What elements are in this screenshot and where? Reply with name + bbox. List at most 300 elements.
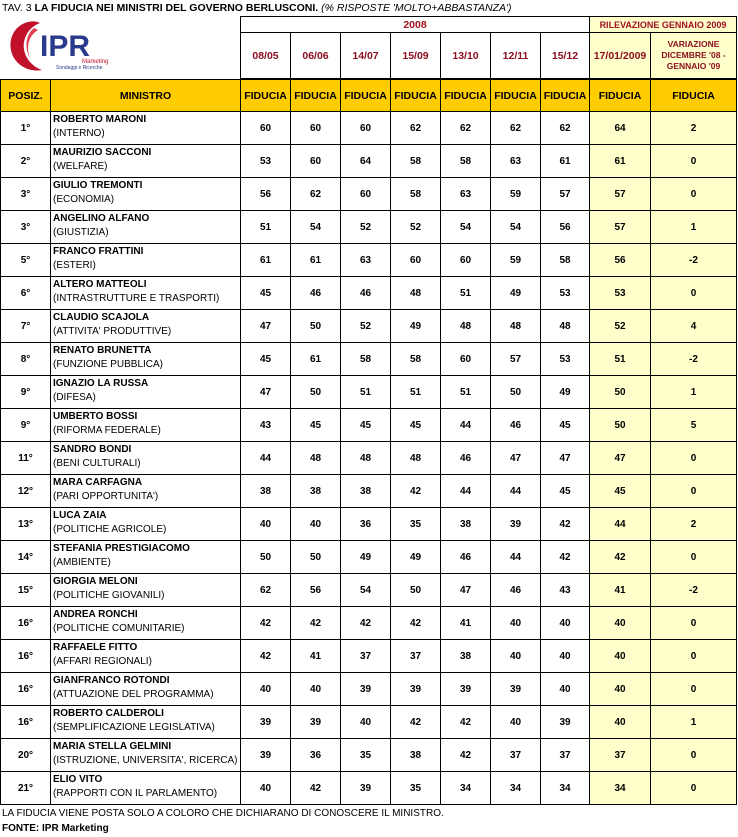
position-cell: 21° [1, 772, 51, 805]
minister-name: ROBERTO MARONI [53, 114, 147, 125]
ministry-name: (WELFARE) [53, 161, 108, 172]
table-row [1, 475, 737, 508]
minister-cell [51, 211, 241, 244]
fiducia-value: 39 [541, 706, 590, 739]
position-cell: 14° [1, 541, 51, 574]
fiducia-value: 42 [391, 607, 441, 640]
fiducia-value: 61 [241, 244, 291, 277]
fiducia-value: 45 [391, 409, 441, 442]
fiducia-value: 42 [391, 475, 441, 508]
fiducia-value: 62 [291, 178, 341, 211]
table-row [1, 673, 737, 706]
fiducia-value: 60 [341, 178, 391, 211]
col-fiducia: FIDUCIA [341, 80, 391, 112]
fiducia-value: 35 [341, 739, 391, 772]
fiducia-value: 47 [491, 442, 541, 475]
minister-cell [51, 178, 241, 211]
fiducia-value: 56 [291, 574, 341, 607]
table-title [2, 2, 512, 14]
fiducia-value: 37 [341, 640, 391, 673]
fiducia-value: 48 [391, 277, 441, 310]
position-cell: 16° [1, 673, 51, 706]
variation-value: 0 [651, 145, 737, 178]
fiducia-value: 42 [441, 739, 491, 772]
minister-cell [51, 376, 241, 409]
fiducia-value: 47 [241, 376, 291, 409]
fiducia-value: 39 [391, 673, 441, 706]
date-header: 15/09 [391, 33, 441, 79]
fiducia-value: 47 [241, 310, 291, 343]
position-cell: 16° [1, 607, 51, 640]
fiducia-value: 35 [391, 508, 441, 541]
fiducia-value: 40 [241, 508, 291, 541]
position-cell: 5° [1, 244, 51, 277]
position-cell: 7° [1, 310, 51, 343]
ministry-name: (INTERNO) [53, 128, 105, 139]
variation-value: 0 [651, 607, 737, 640]
fiducia-value: 44 [491, 475, 541, 508]
minister-name: ANDREA RONCHI [53, 609, 138, 620]
fiducia-value: 60 [441, 343, 491, 376]
fiducia-value: 39 [241, 706, 291, 739]
fiducia-value: 42 [391, 706, 441, 739]
current-fiducia-value: 50 [590, 376, 651, 409]
variation-value: 2 [651, 508, 737, 541]
fiducia-value: 41 [441, 607, 491, 640]
position-cell: 3° [1, 178, 51, 211]
fiducia-value: 40 [491, 640, 541, 673]
variation-value: 1 [651, 376, 737, 409]
col-fiducia: FIDUCIA [441, 80, 491, 112]
fiducia-value: 61 [541, 145, 590, 178]
variation-value: -2 [651, 343, 737, 376]
current-fiducia-value: 56 [590, 244, 651, 277]
fiducia-value: 54 [341, 574, 391, 607]
fiducia-value: 51 [441, 376, 491, 409]
ministers-table [0, 79, 737, 805]
variation-value: 0 [651, 541, 737, 574]
fiducia-value: 43 [541, 574, 590, 607]
fiducia-value: 62 [441, 112, 491, 145]
position-cell: 9° [1, 376, 51, 409]
current-date-header: 17/01/2009 [590, 33, 651, 79]
minister-name: RENATO BRUNETTA [53, 345, 152, 356]
fiducia-value: 46 [341, 277, 391, 310]
minister-cell [51, 706, 241, 739]
fiducia-value: 41 [291, 640, 341, 673]
minister-name: ANGELINO ALFANO [53, 213, 150, 224]
fiducia-value: 53 [541, 277, 590, 310]
position-cell: 15° [1, 574, 51, 607]
minister-cell [51, 541, 241, 574]
variation-value: -2 [651, 574, 737, 607]
col-fiducia: FIDUCIA [391, 80, 441, 112]
fiducia-value: 40 [541, 640, 590, 673]
minister-cell [51, 640, 241, 673]
col-fiducia: FIDUCIA [241, 80, 291, 112]
fiducia-value: 50 [291, 310, 341, 343]
minister-name: UMBERTO BOSSI [53, 411, 138, 422]
minister-cell [51, 145, 241, 178]
ministry-name: (ATTUAZIONE DEL PROGRAMMA) [53, 689, 214, 700]
fiducia-value: 45 [241, 277, 291, 310]
ministry-name: (RIFORMA FEDERALE) [53, 425, 161, 436]
table-title-note: (% RISPOSTE 'MOLTO+ABBASTANZA') [318, 2, 512, 14]
fiducia-value: 56 [541, 211, 590, 244]
date-header: 15/12 [541, 33, 590, 79]
ministry-name: (AFFARI REGIONALI) [53, 656, 152, 667]
fiducia-value: 39 [491, 508, 541, 541]
minister-cell [51, 112, 241, 145]
footnote: LA FIDUCIA VIENE POSTA SOLO A COLORO CHE DICHIARANO DI CONOSCERE IL MINISTRO. [2, 808, 444, 819]
fiducia-value: 49 [491, 277, 541, 310]
fiducia-value: 54 [291, 211, 341, 244]
position-cell: 9° [1, 409, 51, 442]
date-header: 08/05 [241, 33, 291, 79]
table-row [1, 211, 737, 244]
table-row [1, 277, 737, 310]
minister-cell [51, 277, 241, 310]
fiducia-value: 46 [441, 442, 491, 475]
position-cell: 8° [1, 343, 51, 376]
minister-cell [51, 475, 241, 508]
table-number: TAV. 3 [2, 2, 35, 14]
current-fiducia-value: 40 [590, 706, 651, 739]
fiducia-value: 39 [241, 739, 291, 772]
date-header: 12/11 [491, 33, 541, 79]
fiducia-value: 62 [241, 574, 291, 607]
fiducia-value: 40 [291, 508, 341, 541]
table-row [1, 310, 737, 343]
variation-value: 0 [651, 772, 737, 805]
fiducia-value: 42 [241, 640, 291, 673]
fiducia-value: 53 [541, 343, 590, 376]
current-fiducia-value: 45 [590, 475, 651, 508]
fiducia-value: 42 [541, 508, 590, 541]
variation-value: 0 [651, 640, 737, 673]
fiducia-value: 45 [541, 409, 590, 442]
fiducia-value: 60 [241, 112, 291, 145]
fiducia-value: 38 [341, 475, 391, 508]
table-row [1, 244, 737, 277]
minister-name: FRANCO FRATTINI [53, 246, 144, 257]
table-row [1, 442, 737, 475]
current-fiducia-value: 47 [590, 442, 651, 475]
header-table [240, 16, 737, 79]
fiducia-value: 44 [441, 475, 491, 508]
minister-name: GIULIO TREMONTI [53, 180, 143, 191]
minister-cell [51, 772, 241, 805]
logo-sub2: Sondaggi e Ricerche [56, 65, 103, 71]
table-body [1, 112, 737, 805]
fiducia-value: 34 [491, 772, 541, 805]
fiducia-value: 46 [291, 277, 341, 310]
ministry-name: (ATTIVITA' PRODUTTIVE) [53, 326, 172, 337]
variation-value: 0 [651, 673, 737, 706]
variation-value: 0 [651, 442, 737, 475]
ministry-name: (BENI CULTURALI) [53, 458, 141, 469]
fiducia-value: 42 [341, 607, 391, 640]
date-header: 13/10 [441, 33, 491, 79]
current-fiducia-value: 57 [590, 211, 651, 244]
fiducia-value: 63 [341, 244, 391, 277]
current-fiducia-value: 41 [590, 574, 651, 607]
minister-name: IGNAZIO LA RUSSA [53, 378, 149, 389]
current-fiducia-value: 40 [590, 673, 651, 706]
variation-value: -2 [651, 244, 737, 277]
fiducia-value: 58 [441, 145, 491, 178]
fiducia-value: 50 [391, 574, 441, 607]
fiducia-value: 50 [241, 541, 291, 574]
fiducia-value: 34 [441, 772, 491, 805]
col-pos: POSIZ. [1, 80, 51, 112]
fiducia-value: 44 [441, 409, 491, 442]
table-row [1, 376, 737, 409]
position-cell: 16° [1, 640, 51, 673]
table-row [1, 772, 737, 805]
minister-cell [51, 673, 241, 706]
fiducia-value: 36 [291, 739, 341, 772]
minister-cell [51, 442, 241, 475]
fiducia-value: 38 [391, 739, 441, 772]
fiducia-value: 60 [291, 145, 341, 178]
position-cell: 11° [1, 442, 51, 475]
fiducia-value: 40 [491, 607, 541, 640]
fiducia-value: 61 [291, 244, 341, 277]
fiducia-value: 54 [491, 211, 541, 244]
fiducia-value: 42 [541, 541, 590, 574]
ministry-name: (GIUSTIZIA) [53, 227, 109, 238]
ministry-name: (FUNZIONE PUBBLICA) [53, 359, 164, 370]
col-fiducia-current: FIDUCIA [590, 80, 651, 112]
fiducia-value: 48 [541, 310, 590, 343]
minister-cell [51, 343, 241, 376]
year-header: 2008 [241, 17, 590, 33]
ministry-name: (ISTRUZIONE, UNIVERSITA', RICERCA) [53, 755, 238, 766]
fiducia-value: 38 [441, 640, 491, 673]
position-cell: 16° [1, 706, 51, 739]
fiducia-value: 42 [441, 706, 491, 739]
fiducia-value: 58 [391, 145, 441, 178]
fiducia-value: 64 [341, 145, 391, 178]
col-fiducia: FIDUCIA [541, 80, 590, 112]
col-fiducia-variation: FIDUCIA [651, 80, 737, 112]
fiducia-value: 60 [341, 112, 391, 145]
current-fiducia-value: 61 [590, 145, 651, 178]
table-row [1, 706, 737, 739]
fiducia-value: 37 [541, 739, 590, 772]
fiducia-value: 45 [291, 409, 341, 442]
table-row [1, 409, 737, 442]
variation-value: 2 [651, 112, 737, 145]
position-cell: 1° [1, 112, 51, 145]
minister-name: MAURIZIO SACCONI [53, 147, 152, 158]
fiducia-value: 39 [291, 706, 341, 739]
minister-name: LUCA ZAIA [53, 510, 107, 521]
fiducia-value: 42 [241, 607, 291, 640]
fiducia-value: 42 [291, 772, 341, 805]
date-header: 14/07 [341, 33, 391, 79]
ministry-name: (INTRASTRUTTURE E TRASPORTI) [53, 293, 220, 304]
ipr-logo [4, 18, 116, 74]
table-row [1, 541, 737, 574]
current-fiducia-value: 50 [590, 409, 651, 442]
ipr-logo-graphic [4, 18, 116, 74]
fiducia-value: 58 [541, 244, 590, 277]
fiducia-value: 40 [541, 673, 590, 706]
fiducia-value: 62 [391, 112, 441, 145]
current-fiducia-value: 51 [590, 343, 651, 376]
fiducia-value: 35 [391, 772, 441, 805]
col-fiducia: FIDUCIA [291, 80, 341, 112]
fiducia-value: 48 [491, 310, 541, 343]
minister-name: CLAUDIO SCAJOLA [53, 312, 150, 323]
fiducia-value: 48 [291, 442, 341, 475]
logo-text: IPR [40, 30, 91, 63]
fiducia-value: 40 [491, 706, 541, 739]
fiducia-value: 39 [341, 673, 391, 706]
table-row [1, 343, 737, 376]
minister-cell [51, 607, 241, 640]
table-main-title: LA FIDUCIA NEI MINISTRI DEL GOVERNO BERLUSCONI. [34, 2, 319, 14]
fiducia-value: 52 [341, 310, 391, 343]
variation-header: VARIAZIONE DICEMBRE '08 - GENNAIO '09 [651, 33, 737, 79]
col-fiducia: FIDUCIA [491, 80, 541, 112]
minister-name: GIANFRANCO ROTONDI [53, 675, 170, 686]
fiducia-value: 42 [291, 607, 341, 640]
variation-value: 0 [651, 739, 737, 772]
current-fiducia-value: 40 [590, 640, 651, 673]
minister-name: MARIA STELLA GELMINI [53, 741, 172, 752]
fiducia-value: 54 [441, 211, 491, 244]
fiducia-value: 59 [491, 244, 541, 277]
fiducia-value: 53 [241, 145, 291, 178]
variation-value: 0 [651, 475, 737, 508]
current-fiducia-value: 57 [590, 178, 651, 211]
ministry-name: (AMBIENTE) [53, 557, 111, 568]
ministry-name: (POLITICHE AGRICOLE) [53, 524, 167, 535]
fiducia-value: 46 [441, 541, 491, 574]
current-fiducia-value: 42 [590, 541, 651, 574]
ministry-name: (ESTERI) [53, 260, 96, 271]
minister-cell [51, 508, 241, 541]
fiducia-value: 37 [391, 640, 441, 673]
variation-value: 4 [651, 310, 737, 343]
fiducia-value: 36 [341, 508, 391, 541]
table-row [1, 508, 737, 541]
fiducia-value: 59 [491, 178, 541, 211]
fiducia-value: 44 [241, 442, 291, 475]
fiducia-value: 43 [241, 409, 291, 442]
fiducia-value: 62 [491, 112, 541, 145]
table-row [1, 145, 737, 178]
table-row [1, 574, 737, 607]
fiducia-value: 45 [341, 409, 391, 442]
minister-name: STEFANIA PRESTIGIACOMO [53, 543, 190, 554]
logo-sub1: Marketing [82, 59, 109, 65]
variation-value: 1 [651, 211, 737, 244]
fiducia-value: 49 [541, 376, 590, 409]
minister-cell [51, 244, 241, 277]
fiducia-value: 38 [291, 475, 341, 508]
variation-value: 5 [651, 409, 737, 442]
fiducia-value: 39 [341, 772, 391, 805]
position-cell: 3° [1, 211, 51, 244]
position-cell: 20° [1, 739, 51, 772]
fiducia-value: 52 [391, 211, 441, 244]
fiducia-value: 52 [341, 211, 391, 244]
current-fiducia-value: 52 [590, 310, 651, 343]
fiducia-value: 62 [541, 112, 590, 145]
fiducia-value: 51 [341, 376, 391, 409]
fiducia-value: 56 [241, 178, 291, 211]
fiducia-value: 40 [241, 673, 291, 706]
table-row [1, 640, 737, 673]
survey-header: RILEVAZIONE GENNAIO 2009 [590, 17, 737, 33]
minister-cell [51, 574, 241, 607]
position-cell: 12° [1, 475, 51, 508]
fiducia-value: 58 [391, 178, 441, 211]
minister-name: SANDRO BONDI [53, 444, 132, 455]
minister-cell [51, 409, 241, 442]
fiducia-value: 48 [441, 310, 491, 343]
fiducia-value: 58 [391, 343, 441, 376]
table-row [1, 739, 737, 772]
fiducia-value: 48 [341, 442, 391, 475]
minister-name: ROBERTO CALDEROLI [53, 708, 164, 719]
fiducia-value: 51 [391, 376, 441, 409]
fiducia-value: 50 [491, 376, 541, 409]
fiducia-value: 40 [341, 706, 391, 739]
fiducia-value: 49 [391, 310, 441, 343]
fiducia-value: 39 [441, 673, 491, 706]
ministry-name: (DIFESA) [53, 392, 96, 403]
minister-name: ELIO VITO [53, 774, 103, 785]
date-header: 06/06 [291, 33, 341, 79]
fiducia-value: 40 [241, 772, 291, 805]
fiducia-value: 34 [541, 772, 590, 805]
current-fiducia-value: 37 [590, 739, 651, 772]
ministry-name: (ECONOMIA) [53, 194, 115, 205]
minister-cell [51, 310, 241, 343]
current-fiducia-value: 40 [590, 607, 651, 640]
table-row [1, 178, 737, 211]
minister-name: ALTERO MATTEOLI [53, 279, 147, 290]
fiducia-value: 44 [491, 541, 541, 574]
ministry-name: (POLITICHE GIOVANILI) [53, 590, 165, 601]
minister-cell [51, 739, 241, 772]
ministry-name: (PARI OPPORTUNITA') [53, 491, 159, 502]
fiducia-value: 49 [391, 541, 441, 574]
fiducia-value: 51 [441, 277, 491, 310]
table-row [1, 112, 737, 145]
variation-value: 0 [651, 277, 737, 310]
fiducia-value: 50 [291, 541, 341, 574]
fiducia-value: 39 [491, 673, 541, 706]
source-note: FONTE: IPR Marketing [2, 823, 109, 834]
fiducia-value: 51 [241, 211, 291, 244]
table-row [1, 607, 737, 640]
fiducia-value: 46 [491, 574, 541, 607]
ministry-name: (POLITICHE COMUNITARIE) [53, 623, 185, 634]
fiducia-value: 45 [541, 475, 590, 508]
fiducia-value: 57 [541, 178, 590, 211]
fiducia-value: 40 [541, 607, 590, 640]
fiducia-value: 61 [291, 343, 341, 376]
fiducia-value: 38 [241, 475, 291, 508]
minister-name: GIORGIA MELONI [53, 576, 138, 587]
fiducia-value: 49 [341, 541, 391, 574]
